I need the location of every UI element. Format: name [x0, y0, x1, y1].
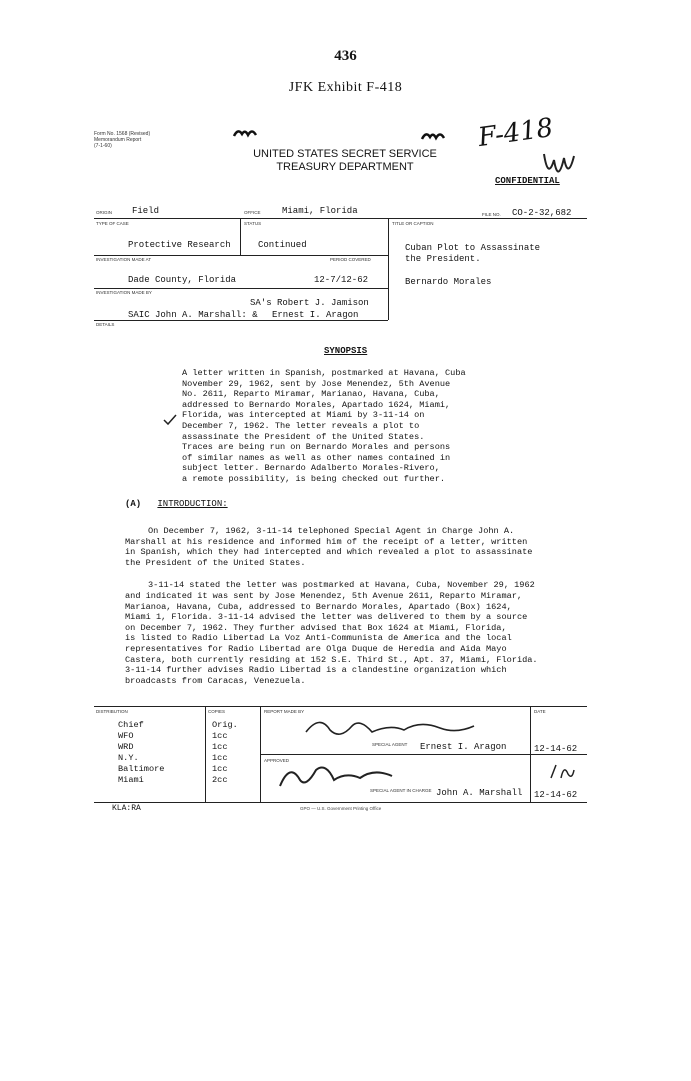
origin-label: ORIGIN: [96, 210, 113, 215]
handwritten-initials-icon: [548, 762, 576, 782]
saic-name: John A. Marshall: [436, 788, 523, 798]
handwritten-exhibit-tag: F-418: [476, 112, 556, 154]
agency-heading: UNITED STATES SECRET SERVICE TREASURY DEPARTMENT: [253, 148, 437, 173]
approved-label: APPROVED: [264, 758, 290, 763]
title-label: TITLE OR CAPTION: [392, 221, 434, 226]
status-value: Continued: [258, 240, 307, 250]
confidential-stamp: CONFIDENTIAL: [495, 176, 560, 186]
exhibit-title: JFK Exhibit F-418: [288, 80, 403, 95]
synopsis-text: A letter written in Spanish, postmarked at Havana, Cuba November 29, 1962, sent by Jose Menendez, 5th Avenue No. 2611, Reparto Miramar, Marianao, Havana, Cuba, addressed to Bernardo Morales, Apartado 1624, Miami, Florida, was intercepted at Miami by 3-11-14 on December 7, 1962. The letter reveals a plot to assassinate the President of the United States. Traces are being run on Bernardo Morales and persons of similar names as well as other names contained in subject letter. Bernardo Adalberto Morales-Rivero, a remote possibility, is being checked out further.: [182, 368, 466, 484]
investigation-by-saic: SAIC John A. Marshall: &: [128, 310, 258, 320]
type-of-case-value: Protective Research: [128, 240, 231, 250]
checkmark-icon: [163, 414, 177, 426]
form-id: Form No. 1568 (Revised) Memorandum Report (7-1-60): [94, 131, 151, 149]
form-rule: [240, 218, 241, 255]
file-no-label: FILE NO.: [482, 212, 501, 217]
agent-signature-icon: [300, 712, 480, 742]
agent-date: 12-14-62: [534, 744, 578, 754]
introduction-text: [125, 526, 589, 698]
distribution-label: DISTRIBUTION: [96, 709, 128, 714]
date-label: DATE: [534, 709, 546, 714]
footer-rule: [94, 706, 587, 707]
details-label: DETAILS: [96, 322, 115, 327]
intro-paragraph: 3-11-14 stated the letter was postmarked at Havana, Cuba, November 29, 1962 and indicated it was sent by Jose Menendez, 5th Avenue 2611, Reparto Miramar, Marianoa, Havana, Cuba, addressed to Bernardo Morales, Apartado (Box) 1624, Miami 1, Florida. 3-11-14 advised the letter was delivered to them by a source on December 7, 1962. They further advised that Box 1624 at Miami, Florida, is listed to Radio Libertad La Voz Anti-Communista de America and the local representatives for Radio Libertad are Olga Duque de Heredia and Aida Mayo Castera, both currently residing at 152 S.E. Third St., Apt. 37, Miami, Florida. 3-11-14 further advises Radio Libertad is a clandestine organization which broadcasts from Caracas, Venezuela.: [125, 580, 538, 686]
investigation-by-aragon: Ernest I. Aragon: [272, 310, 359, 320]
subject-value: Bernardo Morales: [405, 277, 492, 287]
type-of-case-label: TYPE OF CASE: [96, 221, 129, 226]
agent-name: Ernest I. Aragon: [420, 742, 507, 752]
report-made-by-label: REPORT MADE BY: [264, 709, 305, 714]
special-agent-label: SPECIAL AGENT: [372, 742, 408, 747]
period-label: PERIOD COVERED: [330, 257, 371, 262]
investigation-by-sas: SA's Robert J. Jamison: [250, 298, 369, 308]
origin-value: Field: [132, 206, 160, 216]
page-number: 436: [334, 48, 357, 64]
title-line-2: the President.: [405, 254, 481, 264]
saic-date: 12-14-62: [534, 790, 578, 800]
copies-list: Orig. 1cc 1cc 1cc 1cc 2cc: [212, 720, 238, 785]
form-rule: [94, 288, 388, 289]
seal-mark-icon: [232, 126, 258, 140]
footer-rule: [94, 802, 587, 803]
copies-label: COPIES: [208, 709, 226, 714]
form-rule: [94, 255, 388, 256]
investigation-by-label: INVESTIGATION MADE BY: [96, 290, 152, 295]
footer-rule: [260, 754, 587, 755]
office-label: OFFICE: [244, 210, 261, 215]
distribution-list: Chief WFO WRD N.Y. Baltimore Miami: [118, 720, 165, 785]
printing-office-note: GPO — U.S. Government Printing Office: [300, 806, 382, 811]
saic-signature-icon: [276, 758, 396, 792]
title-line-1: Cuban Plot to Assassinate: [405, 243, 541, 253]
form-rule: [94, 320, 388, 321]
form-rule: [94, 218, 587, 219]
investigation-at-value: Dade County, Florida: [128, 275, 237, 285]
saic-label: SPECIAL AGENT IN CHARGE: [370, 788, 432, 793]
typist-initials: KLA:RA: [112, 804, 141, 813]
office-value: Miami, Florida: [282, 206, 358, 216]
seal-mark-icon: [420, 128, 446, 142]
form-rule: [388, 218, 389, 320]
period-value: 12-7/12-62: [314, 275, 369, 285]
status-label: STATUS: [244, 221, 262, 226]
intro-paragraph: On December 7, 1962, 3-11-14 telephoned Special Agent in Charge John A. Marshall at his residence and informed him of the receipt of a letter, written in Spanish, which they had intercepted and which revealed a plot to assassinate the President of the United States.: [125, 526, 533, 568]
synopsis-heading: SYNOPSIS: [324, 346, 368, 356]
investigation-at-label: INVESTIGATION MADE AT: [96, 257, 152, 262]
introduction-heading: (A) INTRODUCTION:: [125, 499, 228, 509]
file-no-value: CO-2-32,682: [512, 208, 572, 218]
footer-rule: [205, 706, 206, 802]
